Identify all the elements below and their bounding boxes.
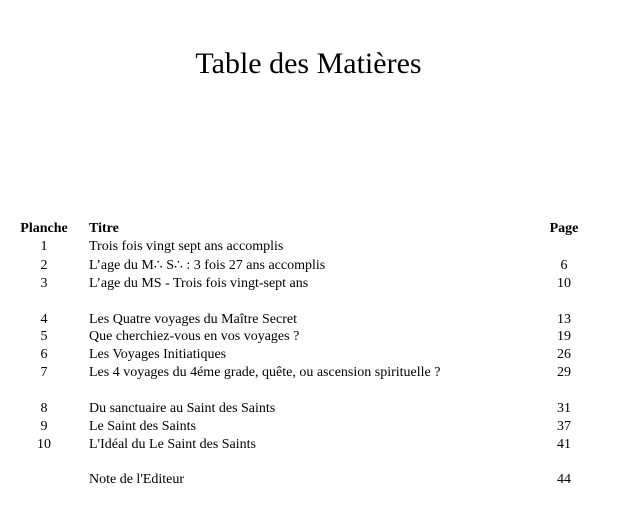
header-planche: Planche [20,221,68,236]
toc-header-row [0,220,617,238]
toc-row-title: Les Quatre voyages du Maître Secret [89,312,297,327]
toc-row-page: 37 [557,419,571,434]
note-title: Note de l'Editeur [89,472,185,487]
toc-row [0,400,617,418]
toc-row-title: Les 4 voyages du 4éme grade, quête, ou ascension spirituelle ? [89,365,441,380]
toc-row [0,346,617,364]
toc-row [0,238,617,256]
toc-row-title: Le Saint des Saints [89,419,196,434]
toc-row-title: L’age du MS - Trois fois vingt-sept ans [89,276,309,291]
toc-row-title: Du sanctuaire au Saint des Saints [89,401,276,416]
toc-row-number: 6 [40,347,48,362]
toc-row-page: 6 [560,258,568,273]
toc-row-number: 10 [37,437,51,452]
toc-row-number: 1 [40,239,48,254]
toc-row-number: 3 [40,276,48,291]
toc-row-page: 19 [557,329,571,344]
page-title: Table des Matières [195,47,422,80]
toc-row-number: 2 [40,258,48,273]
toc-row-page: 31 [557,401,571,416]
header-titre: Titre [89,221,119,236]
toc-row-page: 29 [557,365,571,380]
toc-row-number: 8 [40,401,48,416]
toc-row-title: Les Voyages Initiatiques [89,347,227,362]
toc-row-title: L’age du M∴ S∴ : 3 fois 27 ans accomplis [89,258,326,273]
toc-row-title: L'Idéal du Le Saint des Saints [89,437,256,452]
toc-row-number: 7 [40,365,48,380]
toc-row-title: Que cherchiez-vous en vos voyages ? [89,329,300,344]
toc-row-number: 4 [40,312,48,327]
note-page: 44 [557,472,571,487]
toc-row [0,311,617,329]
toc-row-page: 26 [557,347,571,362]
toc-row-page: 10 [557,276,571,291]
toc-row [0,364,617,382]
toc-row [0,328,617,346]
toc-row-number: 9 [40,419,48,434]
toc-row-number: 5 [40,329,48,344]
toc-row-page: 13 [557,312,571,327]
toc-row-title: Trois fois vingt sept ans accomplis [89,239,284,254]
toc-row [0,275,617,293]
toc-row [0,257,617,275]
toc-row [0,436,617,454]
toc-note-row [0,471,617,489]
toc-row [0,418,617,436]
header-page: Page [549,221,579,236]
toc-row-page: 41 [557,437,571,452]
